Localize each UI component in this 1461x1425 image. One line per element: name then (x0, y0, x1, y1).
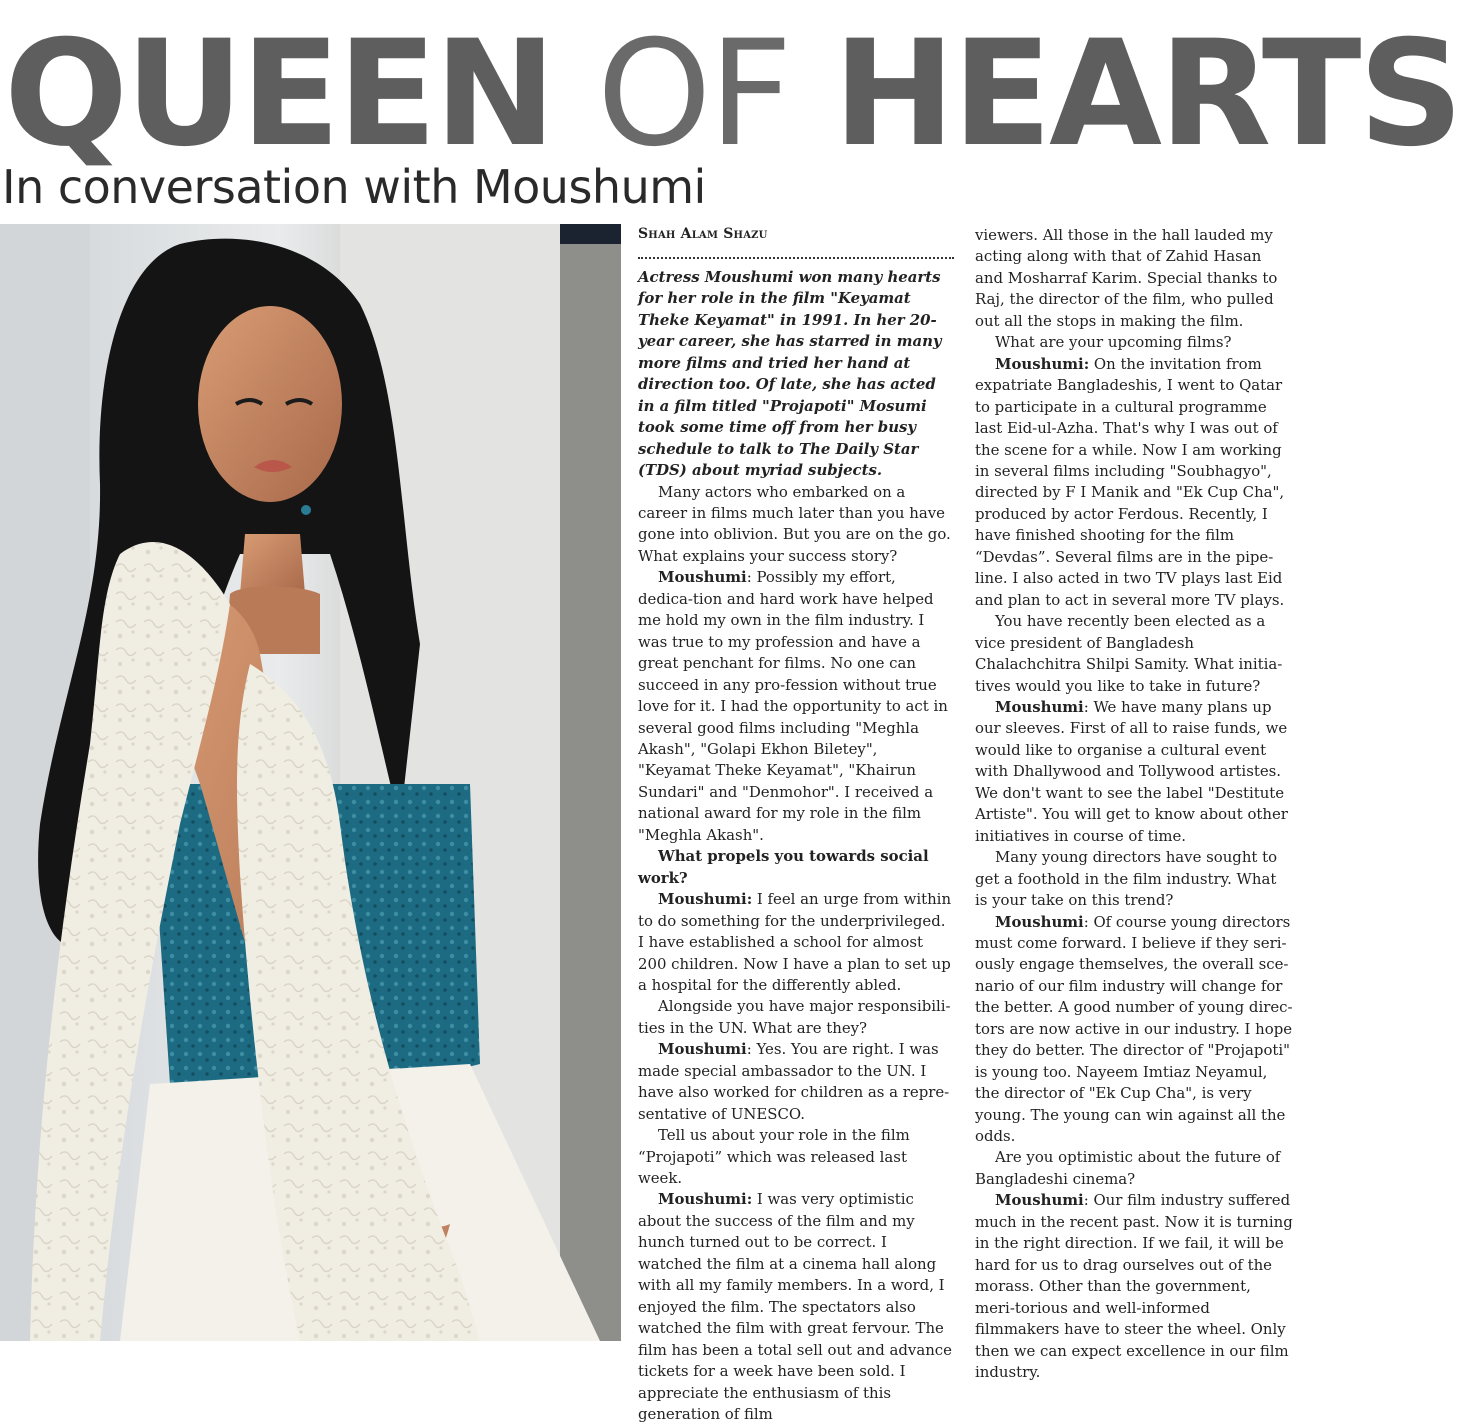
question-paragraph: Tell us about your role in the film “Projapoti” which was released last week. (638, 1126, 910, 1188)
speaker-separator: : (1083, 1191, 1094, 1210)
question-paragraph: What are your upcoming films? (995, 333, 1232, 352)
question-paragraph: What propels you towards social work? (638, 847, 929, 887)
headline-of (553, 9, 833, 179)
answer-paragraph (638, 889, 954, 996)
column-1-body (638, 482, 954, 1425)
answer-paragraph (638, 1189, 954, 1425)
answer-paragraph (975, 912, 1293, 1148)
speaker-label: Moushumi: (658, 890, 753, 909)
question-paragraph: Are you optimistic about the future of Bangladeshi cinema? (975, 1148, 1281, 1188)
portrait-photo-icon (0, 224, 621, 1341)
headline (4, 9, 1461, 179)
speaker-label: Moushumi (995, 912, 1084, 931)
question-paragraph: Many actors who embarked on a career in films much later than you have gone into oblivion. But you are on the go. What explains your success story? (638, 482, 951, 565)
subheadline: In conversation with Moushumi (2, 160, 706, 214)
speaker-separator: : (1083, 912, 1094, 931)
speaker-separator: : (1083, 697, 1094, 716)
continuation-paragraph: viewers. All those in the hall lauded my acting along with that of Zahid Hasan and Mosharraf Karim. Special thanks to Raj, the director of the film, who pulled out all the stops in making the film. (975, 226, 1278, 330)
question-paragraph: Alongside you have major responsibili-ties in the UN. What are they? (638, 997, 951, 1037)
headline-of-text: OF (596, 9, 790, 179)
speaker-label: Moushumi (995, 697, 1084, 716)
byline-divider (638, 257, 954, 259)
speaker-label: Moushumi: (658, 1190, 753, 1209)
column-2-body (975, 225, 1293, 1383)
question-paragraph: Many young directors have sought to get a foothold in the film industry. What is your take on this trend? (975, 848, 1278, 910)
intro-paragraph: Actress Moushumi won many hearts for her role in the film "Keyamat Theke Keyamat" in 1991. In her 20- year career, she has starred in many more films and tried her hand at direction too. Of late, she has acted in a film titled "Projapoti" Mosumi took some time off from her busy schedule to talk to The Daily Star (TDS) about myriad subjects. (638, 268, 942, 480)
speaker-label: Moushumi: (995, 354, 1090, 373)
answer-text: I was very optimistic about the success of the film and my hunch turned out to be correct. I watched the film at a cinema hall along with all my family members. In a word, I enjoyed the film. The spectators also watched the film with great fervour. The film has been a total sell out and advance tickets for a week have been sold. I appreciate the enthusiasm of this generation of film (638, 1190, 952, 1424)
headline-hearts: HEARTS (833, 9, 1461, 179)
answer-paragraph (975, 1190, 1293, 1383)
answer-text: We have many plans up our sleeves. First of all to raise funds, we would like to organise a cultural event with Dhallywood and Tollywood artistes. We don't want to see the label "Destitute Artiste". You will get to know about other initiatives in course of time. (975, 697, 1288, 845)
answer-text: Yes. You are right. I was made special ambassador to the UN. I have also worked for children as a repre-sentative of UNESCO. (638, 1040, 950, 1123)
answer-text: Our film industry suffered much in the recent past. Now it is turning in the right direction. If we fail, it will be hard for us to drag ourselves out of the morass. Other than the government, meri-torious and well-informed filmmakers have to steer the wheel. Only then we can expect excellence in our film industry. (975, 1191, 1293, 1382)
speaker-label: Moushumi (658, 1040, 747, 1059)
answer-text: Possibly my effort, dedica-tion and hard work have helped me hold my own in the film industry. I was true to my profession and have a great penchant for films. No one can succeed in any pro-fession without true love for it. I had the opportunity to act in several good films including "Meghla Akash", "Golapi Ekhon Biletey", "Keyamat Theke Keyamat", "Khairun Sundari" and "Denmohor". I received a national award for my role in the film "Meghla Akash". (638, 568, 948, 844)
portrait-photo (0, 224, 621, 1341)
headline-queen: QUEEN (4, 9, 554, 179)
answer-paragraph (975, 354, 1293, 611)
speaker-label: Moushumi (995, 1191, 1084, 1210)
question-paragraph: You have recently been elected as a vice president of Bangladesh Chalachchitra Shilpi Samity. What initia-tives would you like to take in future? (975, 612, 1283, 695)
answer-text: I feel an urge from within to do something for the underprivileged. I have established a school for almost 200 children. Now I have a plan to set up a hospital for the differently abled. (638, 890, 952, 994)
answer-text: Of course young directors must come forward. I believe if they seri-ously engage themselves, the overall sce-nario of our film industry will change for the better. A good number of young direc-tors are now active in our industry. I hope they do better. The director of "Projapoti" is young too. Nayeem Imtiaz Neyamul, the director of "Ek Cup Cha", is very young. The young can win against all the odds. (975, 912, 1293, 1146)
answer-paragraph (638, 567, 954, 846)
speaker-separator: : (746, 1040, 757, 1059)
answer-paragraph (638, 1039, 954, 1125)
speaker-separator: : (746, 568, 757, 587)
byline: Shah Alam Shazu (638, 226, 768, 242)
answer-text: On the invitation from expatriate Bangladeshis, I went to Qatar to participate in a cultural programme last Eid-ul-Azha. That's why I was out of the scene for a while. Now I am working in several films including "Soubhagyo", directed by F I Manik and "Ek Cup Cha", produced by actor Ferdous. Recently, I have finished shooting for the film “Devdas”. Several films are in the pipe-line. I also acted in two TV plays last Eid and plan to act in several more TV plays. (975, 354, 1285, 609)
answer-paragraph (975, 697, 1293, 847)
speaker-label: Moushumi (658, 568, 747, 587)
article-column-1 (638, 225, 954, 1425)
article-column-2 (975, 225, 1293, 1383)
